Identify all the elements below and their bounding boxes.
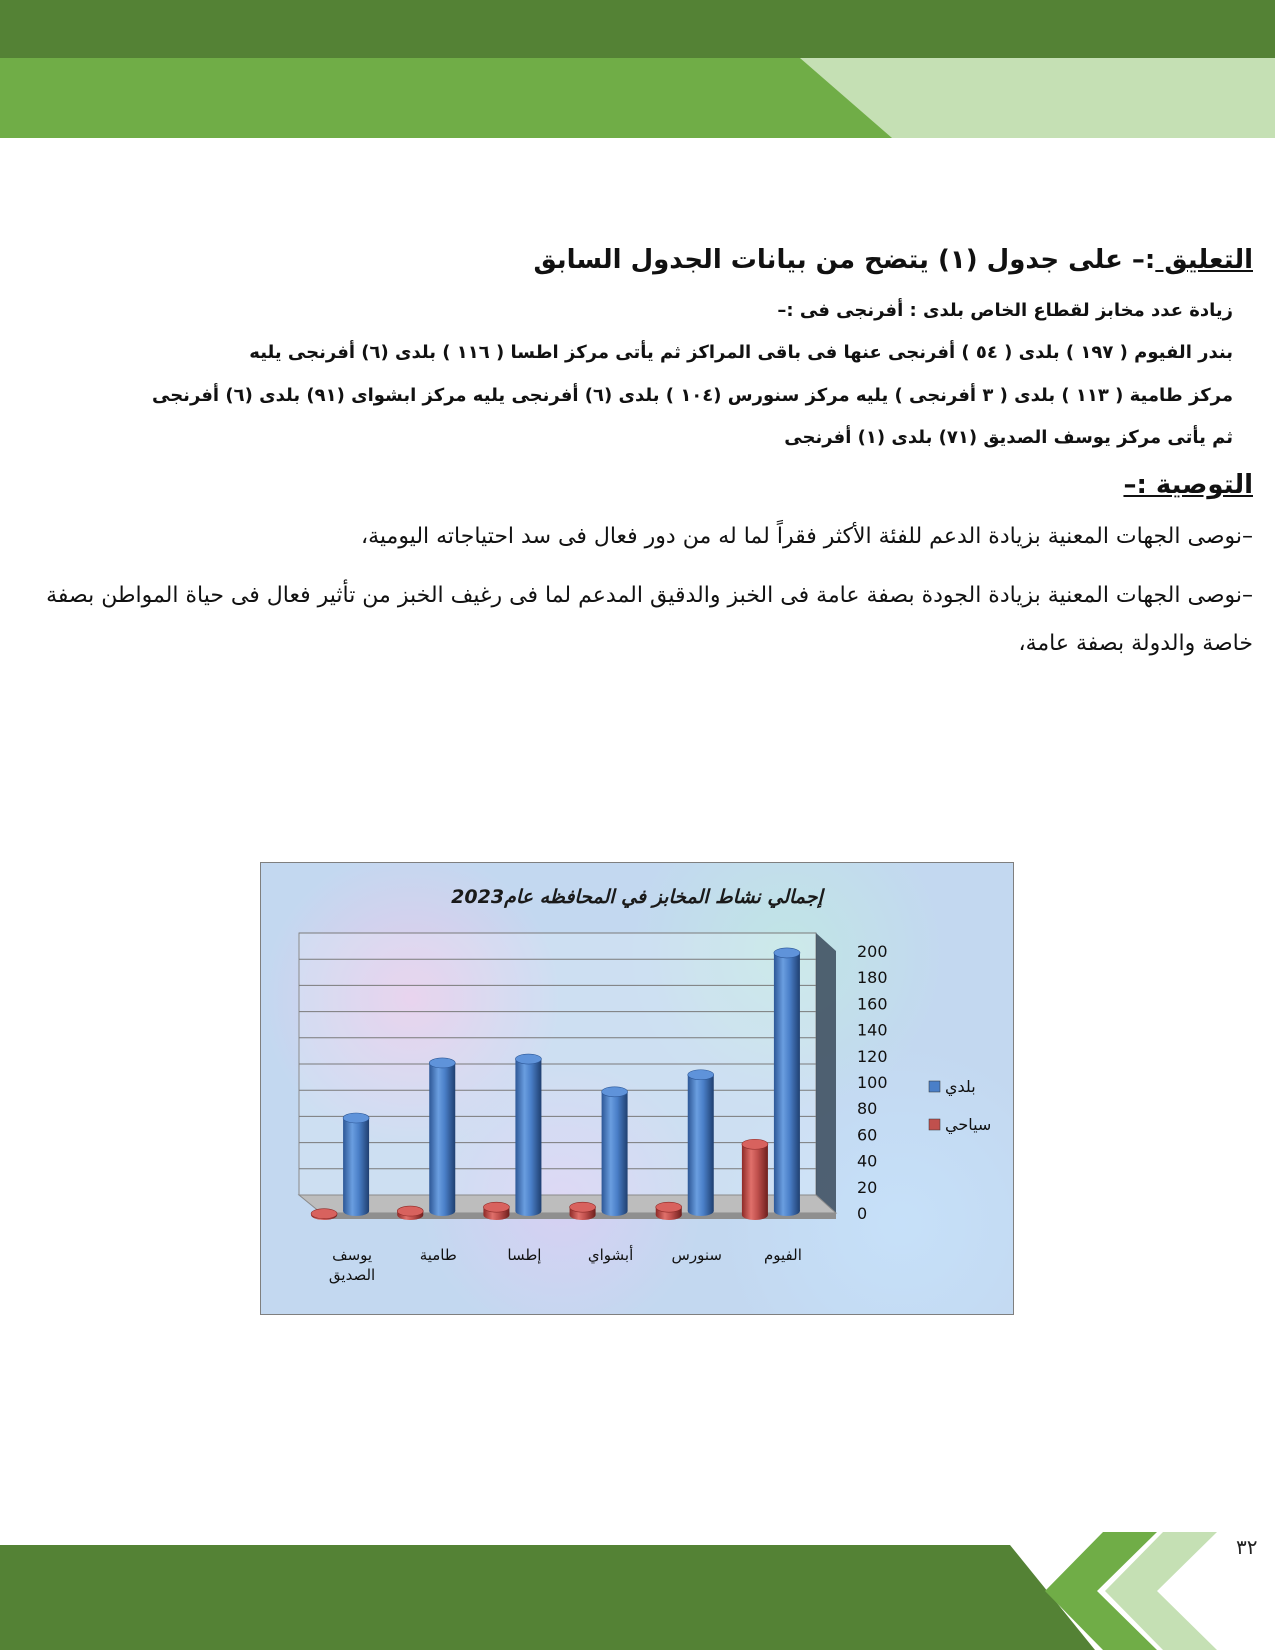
footer-band-dark bbox=[0, 1545, 1095, 1650]
y-tick-0: 0 bbox=[857, 1204, 868, 1223]
y-tick-8: 160 bbox=[857, 994, 888, 1014]
x-label-0: يوسف الصديق bbox=[328, 1246, 376, 1284]
y-tick-6: 120 bbox=[857, 1046, 888, 1066]
bar-baladi-2 bbox=[515, 1054, 541, 1216]
y-tick-9: 180 bbox=[857, 968, 888, 988]
x-label-3: أبشواي bbox=[587, 1246, 634, 1264]
chart-title: إجمالي نشاط المخابز في المحافظه عام2023 bbox=[451, 886, 823, 908]
chart-x-labels bbox=[329, 1245, 802, 1284]
recommendation-item-2: –نوصى الجهات المعنية بزيادة الجودة بصفة عامة فى الخبز والدقيق المدعم لما فى رغيف الخبز من تأثير فعال فى حياة المواطن بصفة خاصة والدولة بصفة عامة، bbox=[46, 583, 1253, 656]
bar-baladi-1 bbox=[429, 1058, 455, 1216]
chart-side-wall bbox=[816, 933, 836, 1213]
comment-heading bbox=[533, 245, 1253, 275]
legend-swatch-1 bbox=[929, 1119, 940, 1130]
recommendation-heading: التوصية :– bbox=[1123, 470, 1253, 500]
bar-siyahi-4 bbox=[656, 1202, 682, 1220]
y-tick-7: 140 bbox=[857, 1020, 888, 1040]
x-label-4: سنورس bbox=[671, 1246, 722, 1264]
bar-siyahi-5 bbox=[742, 1139, 768, 1220]
bar-siyahi-1 bbox=[397, 1206, 423, 1220]
comment-line-1: زيادة عدد مخابز لقطاع الخاص بلدى : أفرنجى فى :– bbox=[777, 300, 1233, 321]
chart-y-ticks bbox=[857, 942, 888, 1223]
bar-siyahi-2 bbox=[483, 1202, 509, 1220]
y-tick-5: 100 bbox=[857, 1073, 888, 1092]
y-tick-10: 200 bbox=[857, 942, 888, 961]
bar-baladi-5 bbox=[774, 948, 800, 1216]
x-label-5: الفيوم bbox=[763, 1246, 802, 1264]
legend-label-0: بلدي bbox=[945, 1077, 976, 1096]
y-tick-3: 60 bbox=[857, 1125, 878, 1145]
legend-label-1: سياحي bbox=[945, 1115, 992, 1134]
comment-text: :– على جدول (١) يتضح من بيانات الجدول السابق bbox=[533, 245, 1156, 275]
bar-siyahi-3 bbox=[570, 1202, 596, 1220]
x-label-1: طامية bbox=[419, 1246, 457, 1264]
chart bbox=[260, 862, 1014, 1315]
bar-baladi-0 bbox=[343, 1113, 369, 1216]
chart-legend bbox=[929, 1077, 991, 1135]
header-band-green bbox=[0, 58, 900, 138]
x-label-2: إطسا bbox=[507, 1246, 542, 1264]
header-band-dark bbox=[0, 0, 1275, 62]
y-tick-2: 40 bbox=[857, 1151, 878, 1171]
bar-siyahi-0 bbox=[311, 1209, 337, 1220]
comment-label: التعليق bbox=[1155, 245, 1253, 275]
legend-swatch-0 bbox=[929, 1081, 940, 1092]
bar-baladi-3 bbox=[602, 1087, 628, 1216]
chart-svg bbox=[261, 863, 1013, 1314]
bar-baladi-4 bbox=[688, 1070, 714, 1216]
recommendation-item-1: –نوصى الجهات المعنية بزيادة الدعم للفئة الأكثر فقراً لما له من دور فعال فى سد احتياجاته اليومية، bbox=[361, 524, 1253, 549]
comment-line-3: مركز طامية ( ١١٣ ) بلدى ( ٣ أفرنجى ) يليه مركز سنورس (١٠٤ ) بلدى (٦) أفرنجى يليه مركز ابشواى (٩١) بلدى (٦) أفرنجى bbox=[152, 385, 1233, 406]
y-tick-4: 80 bbox=[857, 1099, 878, 1119]
y-tick-1: 20 bbox=[857, 1177, 878, 1197]
comment-line-4: ثم يأتى مركز يوسف الصديق (٧١) بلدى (١) أفرنجى bbox=[784, 427, 1233, 448]
comment-line-2: بندر الفيوم ( ١٩٧ ) بلدى ( ٥٤ ) أفرنجى عنها فى باقى المراكز ثم يأتى مركز اطسا ( ١١٦ ) بلدى (٦) أفرنجى يليه bbox=[249, 342, 1233, 363]
page-number: ٣٢ bbox=[1236, 1535, 1258, 1559]
